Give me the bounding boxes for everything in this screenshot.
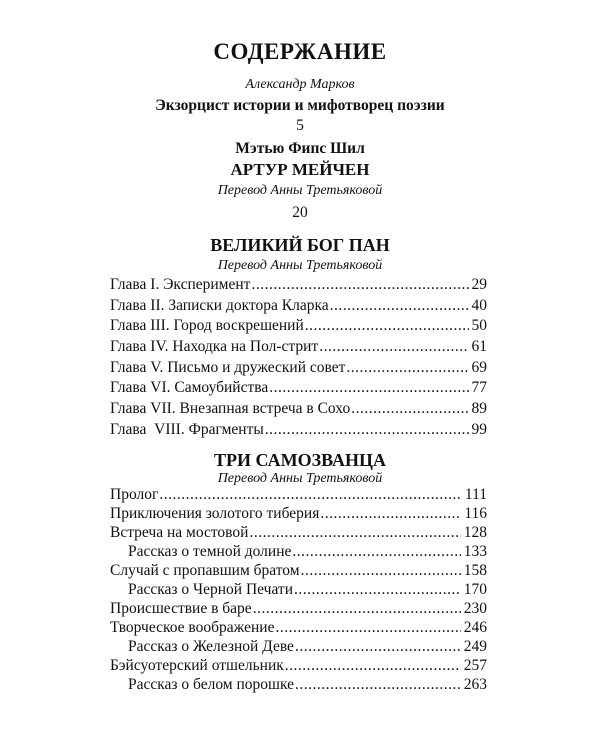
entry-page: 40 — [471, 296, 487, 314]
entry-page: 246 — [463, 619, 487, 636]
intro-page: 5 — [296, 117, 304, 134]
section-title-great-god-pan: ВЕЛИКИЙ БОГ ПАН — [210, 235, 390, 255]
entry-label: Рассказ о Железной Деве — [128, 638, 294, 655]
toc-entry[interactable] — [110, 317, 487, 338]
dot-leader — [320, 505, 461, 523]
essay-translator: Перевод Анны Третьяковой — [217, 183, 383, 198]
entry-label: Глава VIII. Фрагменты — [110, 420, 264, 438]
dot-leader — [330, 297, 469, 315]
entry-page: 249 — [463, 638, 487, 655]
toc-entry[interactable] — [110, 359, 487, 380]
intro-author: Александр Марков — [245, 77, 355, 92]
toc-list-great-god-pan — [110, 276, 487, 442]
entry-page: 29 — [471, 276, 487, 293]
entry-page: 61 — [471, 338, 487, 356]
entry-label: Глава IV. Находка на Пол-стрит — [110, 338, 319, 356]
entry-label: Бэйсуотерский отшельник — [110, 657, 284, 674]
section-title-three-impostors: ТРИ САМОЗВАНЦА — [214, 450, 386, 470]
entry-page: 263 — [463, 676, 487, 693]
toc-list-three-impostors — [110, 486, 487, 695]
entry-label: Рассказ о темной долине — [128, 543, 292, 560]
entry-label: Рассказ о Черной Печати — [128, 581, 294, 598]
toc-subentry[interactable] — [110, 543, 487, 562]
dot-leader — [159, 486, 462, 504]
entry-label: Глава V. Письмо и дружеский совет — [110, 358, 346, 376]
entry-page: 133 — [463, 543, 487, 560]
dot-leader — [294, 581, 461, 599]
dot-leader — [265, 421, 469, 439]
entry-page: 89 — [471, 400, 487, 418]
entry-page: 69 — [471, 358, 487, 376]
entry-page: 230 — [463, 600, 487, 617]
essay-author: Мэтью Фипс Шил — [235, 140, 365, 157]
entry-label: Глава III. Город воскрешений — [110, 317, 304, 335]
dot-leader — [301, 562, 461, 580]
page-title: СОДЕРЖАНИЕ — [213, 39, 387, 64]
toc-entry[interactable] — [110, 421, 487, 442]
dot-leader — [346, 359, 468, 377]
dot-leader — [249, 524, 460, 542]
toc-entry[interactable] — [110, 657, 487, 676]
entry-label: Пролог — [110, 486, 159, 503]
toc-entry[interactable] — [110, 486, 487, 505]
entry-page: 77 — [471, 379, 487, 397]
entry-label: Глава II. Записки доктора Кларка — [110, 296, 329, 314]
toc-subentry[interactable] — [110, 676, 487, 695]
entry-label: Глава VI. Самоубийства — [110, 379, 269, 397]
entry-page: 158 — [463, 562, 487, 579]
essay-title: АРТУР МЕЙЧЕН — [230, 160, 370, 179]
toc-entry[interactable] — [110, 524, 487, 543]
dot-leader — [305, 317, 469, 335]
toc-entry[interactable] — [110, 379, 487, 400]
dot-leader — [319, 338, 468, 356]
entry-label: Случай с пропавшим братом — [110, 562, 300, 579]
toc-entry[interactable] — [110, 276, 487, 297]
entry-label: Рассказ о белом порошке — [128, 676, 294, 693]
toc-entry[interactable] — [110, 600, 487, 619]
dot-leader — [285, 657, 461, 675]
dot-leader — [275, 619, 460, 637]
toc-subentry[interactable] — [110, 638, 487, 657]
entry-page: 111 — [464, 486, 487, 503]
entry-label: Встреча на мостовой — [110, 524, 249, 541]
dot-leader — [251, 276, 468, 294]
entry-label: Глава I. Эксперимент — [110, 276, 251, 293]
dot-leader — [295, 676, 461, 694]
dot-leader — [292, 543, 460, 561]
dot-leader — [295, 638, 461, 656]
toc-entry[interactable] — [110, 505, 487, 524]
entry-page: 99 — [471, 420, 487, 438]
entry-page: 257 — [463, 657, 487, 674]
essay-page: 20 — [292, 204, 308, 221]
toc-entry[interactable] — [110, 297, 487, 318]
entry-label: Приключения золотого тиберия — [110, 505, 320, 522]
entry-page: 50 — [471, 317, 487, 335]
entry-label: Происшествие в баре — [110, 600, 252, 617]
entry-page: 170 — [463, 581, 487, 598]
entry-page: 116 — [464, 505, 487, 522]
entry-label: Глава VII. Внезапная встреча в Сохо — [110, 400, 351, 418]
toc-subentry[interactable] — [110, 581, 487, 600]
entry-page: 128 — [463, 524, 487, 541]
section-translator: Перевод Анны Третьяковой — [217, 471, 383, 486]
toc-entry[interactable] — [110, 338, 487, 359]
section-translator: Перевод Анны Третьяковой — [217, 258, 383, 273]
dot-leader — [351, 400, 468, 418]
dot-leader — [253, 600, 461, 618]
dot-leader — [269, 379, 468, 397]
toc-entry[interactable] — [110, 400, 487, 421]
toc-entry[interactable] — [110, 562, 487, 581]
toc-entry[interactable] — [110, 619, 487, 638]
intro-title: Экзорцист истории и мифотворец поэзии — [155, 97, 445, 114]
entry-label: Творческое воображение — [110, 619, 275, 636]
